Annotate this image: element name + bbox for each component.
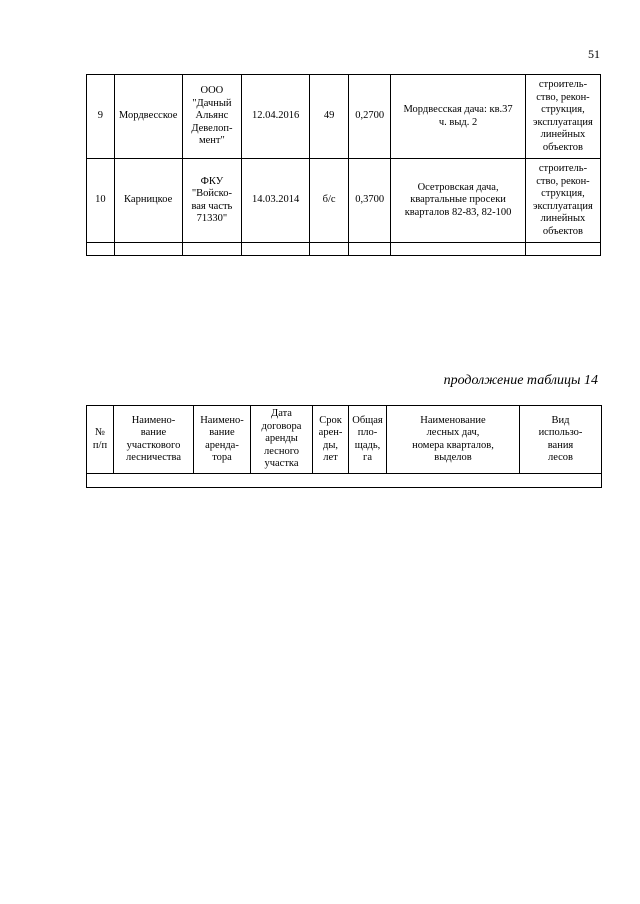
contract-date: 12.04.2016 (242, 75, 310, 159)
forestry-name: Мордвесское (114, 75, 182, 159)
empty-row (87, 474, 602, 488)
empty-row (87, 243, 601, 256)
header-forestry: Наимено- вание участкового лесничества (114, 406, 194, 474)
header-location: Наименование лесных дач, номера кварталов, выделов (387, 406, 520, 474)
forest-location: Мордвесская дача: кв.37 ч. выд. 2 (391, 75, 526, 159)
continuation-title: продолжение таблицы 14 (443, 373, 598, 388)
total-area: 0,2700 (349, 75, 391, 159)
use-type: строитель- ство, рекон- струкция, эксплуатация линейных объектов (525, 75, 600, 159)
header-term: Срок арен- ды, лет (313, 406, 349, 474)
table-header-row (87, 406, 602, 474)
header-area: Общая пло- щадь, га (349, 406, 387, 474)
use-type: строитель- ство, рекон- струкция, эксплуатация линейных объектов (525, 159, 600, 243)
tenant-name: ООО "Дачный Альянс Девелоп- мент" (182, 75, 242, 159)
lease-term: б/с (310, 159, 349, 243)
header-tenant: Наимено- вание аренда- тора (194, 406, 251, 474)
page-number: 51 (588, 47, 600, 61)
header-date: Дата договора аренды лесного участка (251, 406, 313, 474)
header-use: Вид использо- вания лесов (520, 406, 602, 474)
total-area: 0,3700 (349, 159, 391, 243)
lease-term: 49 (310, 75, 349, 159)
tenant-name: ФКУ "Войско- вая часть 71330" (182, 159, 242, 243)
row-number: 10 (87, 159, 115, 243)
lease-table-bottom (86, 405, 602, 488)
row-number: 9 (87, 75, 115, 159)
table-row (87, 159, 601, 243)
forestry-name: Карницкое (114, 159, 182, 243)
table-row (87, 75, 601, 159)
lease-table-top (86, 74, 601, 256)
header-num: № п/п (87, 406, 114, 474)
forest-location: Осетровская дача, квартальные просеки кварталов 82-83, 82-100 (391, 159, 526, 243)
contract-date: 14.03.2014 (242, 159, 310, 243)
